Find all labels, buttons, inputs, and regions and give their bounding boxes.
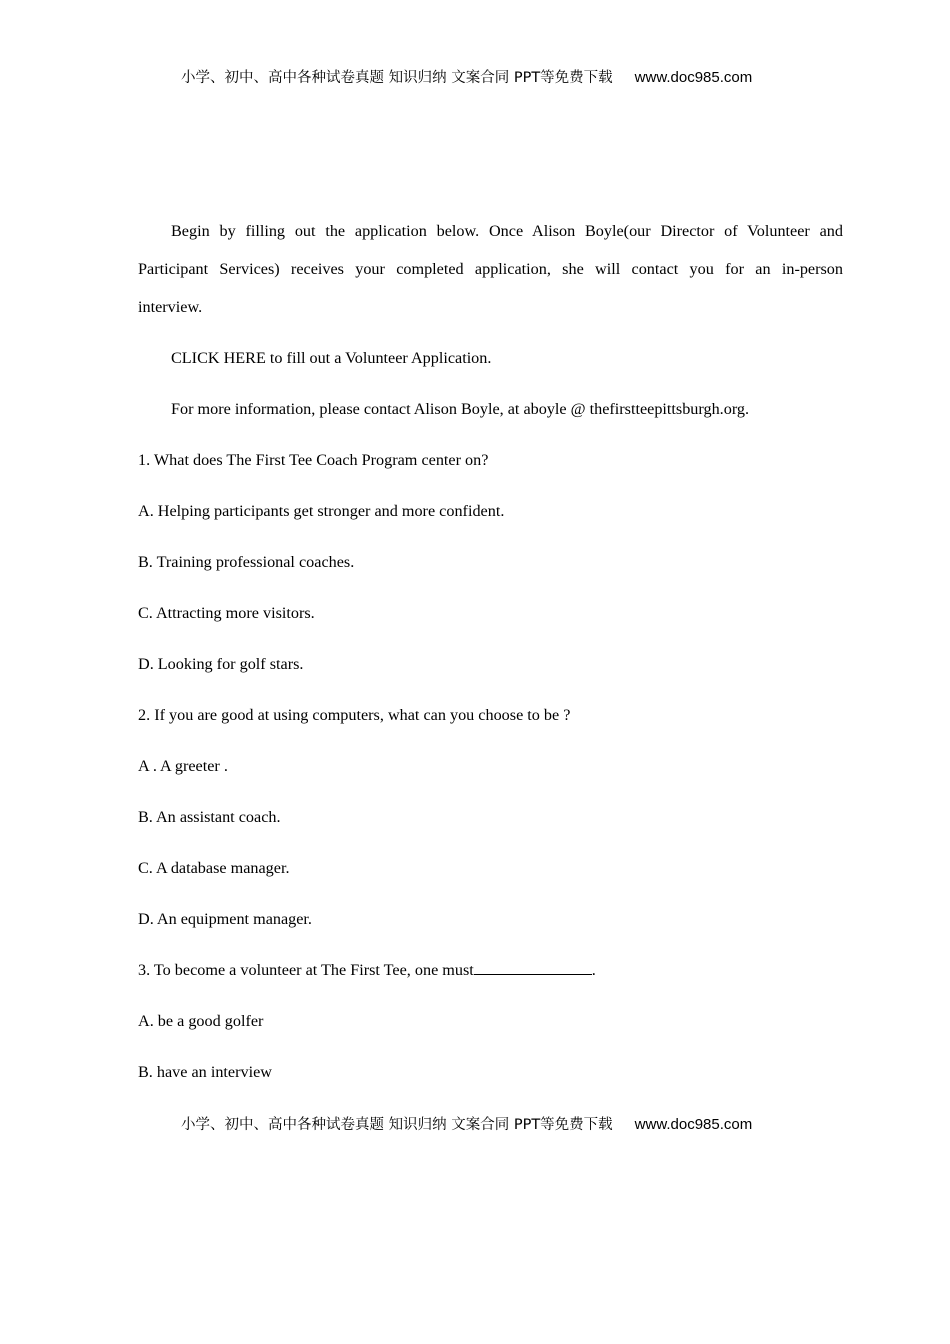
question-2-option-a: A . A greeter . (138, 757, 228, 775)
header-text: 小学、初中、高中各种试卷真题 知识归纳 文案合同 PPT等免费下载 (181, 70, 613, 86)
question-3-stem-end: . (591, 961, 596, 979)
intro-line-1: Begin by filling out the application below. Once Alison Boyle(our Director of Volunteer and (171, 222, 843, 240)
question-2-option-c: C. A database manager. (138, 859, 290, 877)
question-2-option-b: B. An assistant coach. (138, 808, 281, 826)
question-3-option-b: B. have an interview (138, 1063, 272, 1081)
question-3-option-a: A. be a good golfer (138, 1012, 264, 1030)
question-3-stem-text: 3. To become a volunteer at The First Tee, one must (138, 961, 474, 979)
question-1-option-a: A. Helping participants get stronger and more confident. (138, 502, 505, 520)
footer-url[interactable]: www.doc985.com (634, 1116, 753, 1133)
contact-info: For more information, please contact Alison Boyle, at aboyle @ thefirstteepittsburgh.org. (171, 400, 750, 418)
intro-line-3: interview. (138, 298, 203, 316)
click-here-link[interactable]: CLICK HERE to fill out a Volunteer Application. (171, 349, 492, 367)
intro-line-2: Participant Services) receives your completed application, she will contact you for an in-person (138, 260, 843, 278)
page-header (181, 68, 752, 88)
header-url[interactable]: www.doc985.com (634, 69, 753, 86)
answer-blank (474, 960, 592, 975)
question-1-option-c: C. Attracting more visitors. (138, 604, 315, 622)
footer-text: 小学、初中、高中各种试卷真题 知识归纳 文案合同 PPT等免费下载 (181, 1117, 613, 1133)
question-2-option-d: D. An equipment manager. (138, 910, 312, 928)
question-3-stem (138, 960, 596, 980)
question-1-option-d: D. Looking for golf stars. (138, 655, 304, 673)
question-1-option-b: B. Training professional coaches. (138, 553, 355, 571)
question-2-stem: 2. If you are good at using computers, what can you choose to be ? (138, 706, 571, 724)
page-footer (181, 1115, 752, 1135)
question-1-stem: 1. What does The First Tee Coach Program center on? (138, 451, 489, 469)
